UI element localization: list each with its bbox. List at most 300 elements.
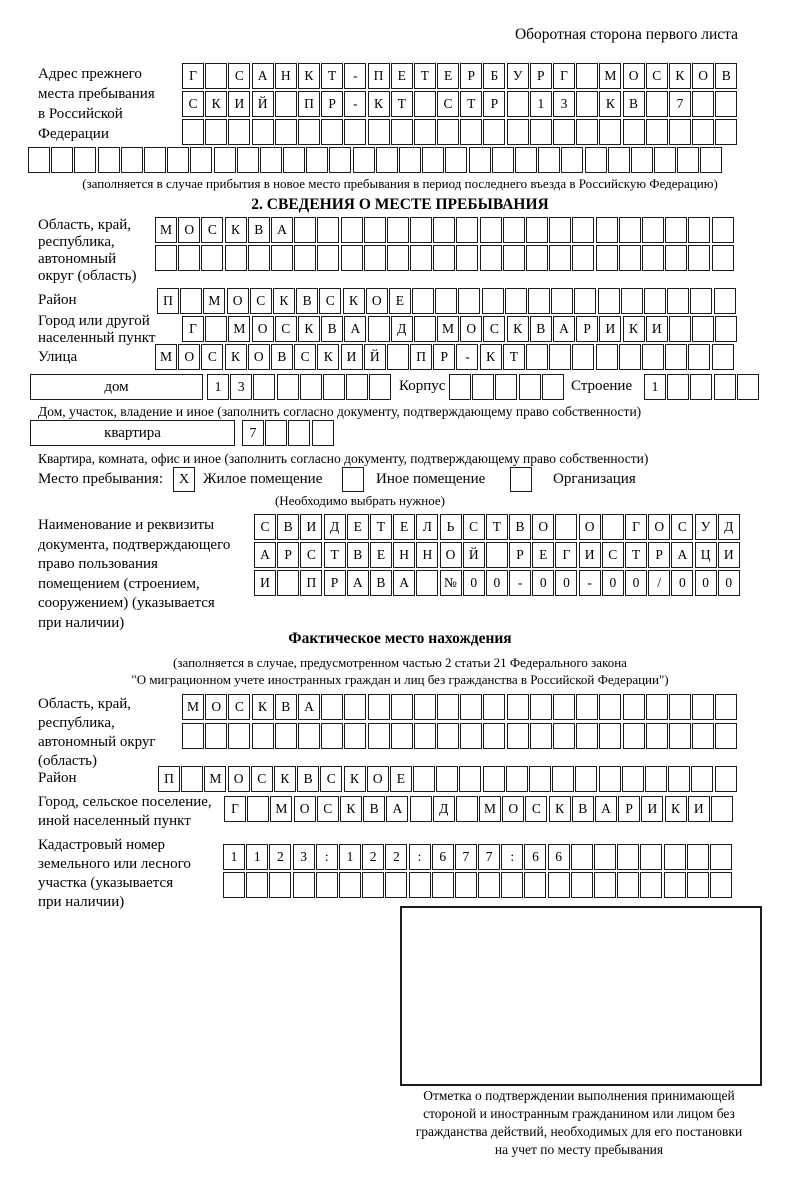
char-box: 2: [269, 844, 291, 870]
char-box: Е: [390, 766, 412, 792]
char-box: [561, 147, 583, 173]
char-box: [599, 694, 621, 720]
char-box: [339, 872, 361, 898]
char-box: [642, 245, 664, 271]
char-box: [621, 288, 643, 314]
stay-type-note: (Необходимо выбрать нужное): [274, 493, 446, 508]
char-box: Т: [321, 63, 343, 89]
char-box: [414, 119, 436, 145]
label-line: право пользования: [38, 556, 158, 572]
char-box: 6: [432, 844, 454, 870]
char-box: [646, 91, 668, 117]
char-box: К: [368, 91, 390, 117]
char-box: [576, 63, 598, 89]
char-box: -: [579, 570, 601, 596]
char-box: О: [227, 288, 249, 314]
char-box: [688, 217, 710, 243]
char-box: [283, 147, 305, 173]
char-box: К: [225, 217, 247, 243]
char-box: [246, 872, 268, 898]
char-box: В: [347, 542, 369, 568]
char-box: [596, 245, 618, 271]
label-line: участка (указывается: [38, 875, 174, 891]
char-box: Е: [393, 514, 415, 540]
char-box: [619, 245, 641, 271]
char-box: [692, 316, 714, 342]
prev-address-row-2: [182, 91, 739, 117]
char-box: К: [298, 316, 320, 342]
char-box: [669, 694, 691, 720]
char-box: [252, 119, 274, 145]
char-box: [710, 872, 732, 898]
char-box: [416, 570, 438, 596]
char-box: [549, 217, 571, 243]
char-box: [548, 872, 570, 898]
char-box: М: [155, 344, 177, 370]
char-box: О: [228, 766, 250, 792]
char-box: [646, 694, 668, 720]
char-box: [458, 288, 480, 314]
char-box: [298, 723, 320, 749]
char-box: [480, 217, 502, 243]
char-box: [622, 766, 644, 792]
char-box: О: [294, 796, 316, 822]
char-box: [572, 344, 594, 370]
char-box: 7: [242, 420, 264, 446]
char-box: Т: [486, 514, 508, 540]
char-box: Д: [391, 316, 413, 342]
char-box: Ц: [695, 542, 717, 568]
char-box: С: [300, 542, 322, 568]
char-box: [528, 288, 550, 314]
char-box: [288, 420, 310, 446]
char-box: [654, 147, 676, 173]
char-box: А: [386, 796, 408, 822]
char-box: [574, 288, 596, 314]
char-box: Д: [324, 514, 346, 540]
char-box: [455, 872, 477, 898]
char-box: [410, 796, 432, 822]
char-box: [387, 217, 409, 243]
char-box: [483, 766, 505, 792]
char-box: В: [277, 514, 299, 540]
char-box: [437, 694, 459, 720]
char-box: [552, 766, 574, 792]
char-box: Г: [625, 514, 647, 540]
char-box: М: [270, 796, 292, 822]
char-box: П: [157, 288, 179, 314]
city-row: [182, 316, 739, 342]
char-box: [602, 514, 624, 540]
char-box: -: [509, 570, 531, 596]
char-box: [456, 217, 478, 243]
char-box: К: [225, 344, 247, 370]
char-box: Ь: [440, 514, 462, 540]
residential-checkbox: X: [173, 467, 195, 492]
house-number-row: [207, 374, 393, 400]
char-box: [265, 420, 287, 446]
char-box: К: [317, 344, 339, 370]
char-box: [293, 872, 315, 898]
char-box: [74, 147, 96, 173]
char-box: [505, 288, 527, 314]
label-line: на учет по месту пребывания: [494, 1142, 664, 1157]
apartment-type-box: квартира: [30, 420, 235, 446]
prev-address-row-4: [28, 147, 724, 173]
char-box: Р: [648, 542, 670, 568]
char-box: Р: [460, 63, 482, 89]
char-box: [205, 119, 227, 145]
char-box: [412, 288, 434, 314]
char-box: Р: [618, 796, 640, 822]
char-box: [376, 147, 398, 173]
char-box: [178, 245, 200, 271]
char-box: Г: [182, 316, 204, 342]
char-box: [553, 723, 575, 749]
char-box: [530, 694, 552, 720]
char-box: В: [715, 63, 737, 89]
char-box: [433, 217, 455, 243]
char-box: [538, 147, 560, 173]
char-box: 1: [207, 374, 229, 400]
char-box: Т: [370, 514, 392, 540]
char-box: Г: [555, 542, 577, 568]
char-box: [410, 245, 432, 271]
document-row-2: [254, 542, 741, 568]
label-line: республика,: [38, 234, 115, 250]
char-box: В: [275, 694, 297, 720]
char-box: О: [366, 288, 388, 314]
char-box: [598, 288, 620, 314]
char-box: [507, 694, 529, 720]
char-box: Й: [252, 91, 274, 117]
char-box: [144, 147, 166, 173]
char-box: К: [273, 288, 295, 314]
char-box: И: [688, 796, 710, 822]
char-box: Т: [503, 344, 525, 370]
char-box: Е: [391, 63, 413, 89]
char-box: И: [228, 91, 250, 117]
char-box: А: [671, 542, 693, 568]
document-row-3: [254, 570, 741, 596]
char-box: [506, 766, 528, 792]
char-box: [51, 147, 73, 173]
char-box: [715, 316, 737, 342]
char-box: [321, 723, 343, 749]
char-box: [576, 91, 598, 117]
char-box: С: [646, 63, 668, 89]
char-box: [294, 245, 316, 271]
char-box: 1: [644, 374, 666, 400]
char-box: [664, 844, 686, 870]
char-box: С: [250, 288, 272, 314]
char-box: /: [648, 570, 670, 596]
char-box: [599, 723, 621, 749]
char-box: 0: [695, 570, 717, 596]
char-box: М: [437, 316, 459, 342]
other-premises-checkbox: [342, 467, 364, 492]
char-box: [619, 217, 641, 243]
char-box: [576, 119, 598, 145]
char-box: К: [623, 316, 645, 342]
char-box: Р: [509, 542, 531, 568]
char-box: К: [344, 766, 366, 792]
char-box: -: [344, 91, 366, 117]
char-box: О: [440, 542, 462, 568]
char-box: [298, 119, 320, 145]
char-box: С: [602, 542, 624, 568]
region-label: [38, 217, 136, 285]
label-line: Город, сельское поселение,: [38, 794, 212, 810]
char-box: [460, 723, 482, 749]
label-line: населенный пункт: [38, 330, 156, 346]
char-box: С: [294, 344, 316, 370]
char-box: [190, 147, 212, 173]
char-box: [205, 723, 227, 749]
char-box: 0: [555, 570, 577, 596]
char-box: [542, 374, 564, 400]
char-box: Г: [182, 63, 204, 89]
char-box: Е: [370, 542, 392, 568]
char-box: [436, 766, 458, 792]
char-box: В: [271, 344, 293, 370]
char-box: [346, 374, 368, 400]
char-box: [253, 374, 275, 400]
char-box: [549, 245, 571, 271]
char-box: 0: [532, 570, 554, 596]
char-box: П: [298, 91, 320, 117]
char-box: [526, 217, 548, 243]
char-box: [640, 844, 662, 870]
char-box: [571, 844, 593, 870]
char-box: [688, 344, 710, 370]
char-box: И: [641, 796, 663, 822]
char-box: [507, 119, 529, 145]
char-box: [594, 872, 616, 898]
char-box: [435, 288, 457, 314]
char-box: [669, 316, 691, 342]
document-label: [38, 516, 230, 633]
label-line: Наименование и реквизиты: [38, 517, 215, 533]
char-box: [667, 288, 689, 314]
organization-label: Организация: [553, 471, 636, 487]
char-box: [617, 844, 639, 870]
char-box: [252, 723, 274, 749]
cadastral-row-2: [223, 872, 733, 898]
char-box: [608, 147, 630, 173]
char-box: [645, 766, 667, 792]
char-box: [28, 147, 50, 173]
char-box: 0: [625, 570, 647, 596]
char-box: [214, 147, 236, 173]
actual-district-row: [158, 766, 738, 792]
prev-address-row-1: [182, 63, 739, 89]
char-box: [341, 245, 363, 271]
char-box: [344, 723, 366, 749]
char-box: [456, 796, 478, 822]
char-box: [275, 91, 297, 117]
char-box: О: [460, 316, 482, 342]
char-box: [530, 723, 552, 749]
page-side-note: Оборотная сторона первого листа: [514, 26, 738, 43]
char-box: [344, 694, 366, 720]
char-box: М: [155, 217, 177, 243]
char-box: [692, 694, 714, 720]
char-box: В: [321, 316, 343, 342]
char-box: 0: [486, 570, 508, 596]
char-box: С: [275, 316, 297, 342]
char-box: И: [599, 316, 621, 342]
char-box: О: [252, 316, 274, 342]
char-box: С: [317, 796, 339, 822]
char-box: Л: [416, 514, 438, 540]
apartment-note: Квартира, комната, офис и иное (заполнить согласно документу, подтверждающему право собственности): [38, 451, 649, 466]
residential-label: Жилое помещение: [203, 471, 323, 487]
char-box: [469, 147, 491, 173]
char-box: :: [409, 844, 431, 870]
char-box: [275, 119, 297, 145]
region-row-2: [155, 245, 735, 271]
char-box: О: [178, 217, 200, 243]
char-box: [317, 217, 339, 243]
char-box: [368, 694, 390, 720]
char-box: В: [572, 796, 594, 822]
char-box: П: [368, 63, 390, 89]
char-box: Й: [463, 542, 485, 568]
char-box: В: [530, 316, 552, 342]
confirmation-stamp-box: [400, 906, 762, 1086]
char-box: [519, 374, 541, 400]
region-row-1: [155, 217, 735, 243]
char-box: [669, 119, 691, 145]
char-box: О: [532, 514, 554, 540]
char-box: Д: [718, 514, 740, 540]
char-box: Т: [414, 63, 436, 89]
char-box: [712, 217, 734, 243]
label-line: Адрес прежнего: [38, 66, 142, 82]
char-box: [205, 63, 227, 89]
char-box: [714, 374, 736, 400]
char-box: [364, 245, 386, 271]
char-box: [271, 245, 293, 271]
char-box: [225, 245, 247, 271]
char-box: [553, 119, 575, 145]
label-line: Город или другой: [38, 313, 150, 329]
char-box: 1: [530, 91, 552, 117]
char-box: [413, 766, 435, 792]
char-box: К: [205, 91, 227, 117]
char-box: В: [623, 91, 645, 117]
char-box: 0: [463, 570, 485, 596]
char-box: [619, 344, 641, 370]
char-box: О: [205, 694, 227, 720]
label-line: помещением (строением,: [38, 575, 200, 592]
char-box: 7: [478, 844, 500, 870]
label-line: Область, край,: [38, 696, 132, 712]
char-box: [321, 119, 343, 145]
char-box: [432, 872, 454, 898]
char-box: [223, 872, 245, 898]
char-box: С: [320, 766, 342, 792]
label-line: (область): [38, 753, 97, 769]
char-box: [364, 217, 386, 243]
char-box: 6: [548, 844, 570, 870]
char-box: 3: [230, 374, 252, 400]
char-box: С: [319, 288, 341, 314]
char-box: [277, 570, 299, 596]
char-box: [205, 316, 227, 342]
char-box: Е: [532, 542, 554, 568]
char-box: Н: [275, 63, 297, 89]
char-box: 6: [524, 844, 546, 870]
char-box: А: [553, 316, 575, 342]
city-label: [38, 313, 155, 347]
char-box: М: [182, 694, 204, 720]
char-box: И: [341, 344, 363, 370]
char-box: [530, 119, 552, 145]
label-line: в Российской: [38, 106, 123, 122]
char-box: [368, 316, 390, 342]
char-box: [712, 344, 734, 370]
char-box: Р: [321, 91, 343, 117]
char-box: [495, 374, 517, 400]
char-box: 3: [293, 844, 315, 870]
label-line: иной населенный пункт: [38, 813, 191, 829]
char-box: [690, 374, 712, 400]
char-box: [433, 245, 455, 271]
char-box: [555, 514, 577, 540]
label-line: документа, подтверждающего: [38, 536, 231, 553]
char-box: [549, 344, 571, 370]
char-box: [237, 147, 259, 173]
char-box: [456, 245, 478, 271]
char-box: [668, 766, 690, 792]
label-line: земельного или лесного: [38, 856, 191, 872]
actual-region-label: [38, 695, 156, 771]
char-box: [576, 694, 598, 720]
char-box: Р: [576, 316, 598, 342]
char-box: [503, 245, 525, 271]
char-box: О: [502, 796, 524, 822]
actual-location-title: Фактическое место нахождения: [288, 630, 512, 647]
cadastral-row-1: [223, 844, 733, 870]
char-box: Т: [625, 542, 647, 568]
char-box: К: [343, 288, 365, 314]
char-box: Г: [224, 796, 246, 822]
char-box: [321, 694, 343, 720]
char-box: [341, 217, 363, 243]
char-box: [529, 766, 551, 792]
char-box: В: [297, 766, 319, 792]
house-note: Дом, участок, владение и иное (заполнить согласно документу, подтверждающему право собственности): [38, 404, 642, 419]
char-box: И: [579, 542, 601, 568]
char-box: [294, 217, 316, 243]
char-box: [507, 91, 529, 117]
street-row: [155, 344, 735, 370]
prev-address-label: [38, 64, 155, 144]
organization-checkbox: [510, 467, 532, 492]
char-box: [669, 723, 691, 749]
char-box: [260, 147, 282, 173]
stamp-note: [390, 1087, 768, 1159]
char-box: [503, 217, 525, 243]
char-box: К: [507, 316, 529, 342]
char-box: М: [599, 63, 621, 89]
label-line: Область, край,: [38, 217, 132, 233]
actual-region-row-2: [182, 723, 739, 749]
char-box: [445, 147, 467, 173]
label-line: при наличии): [38, 614, 125, 631]
